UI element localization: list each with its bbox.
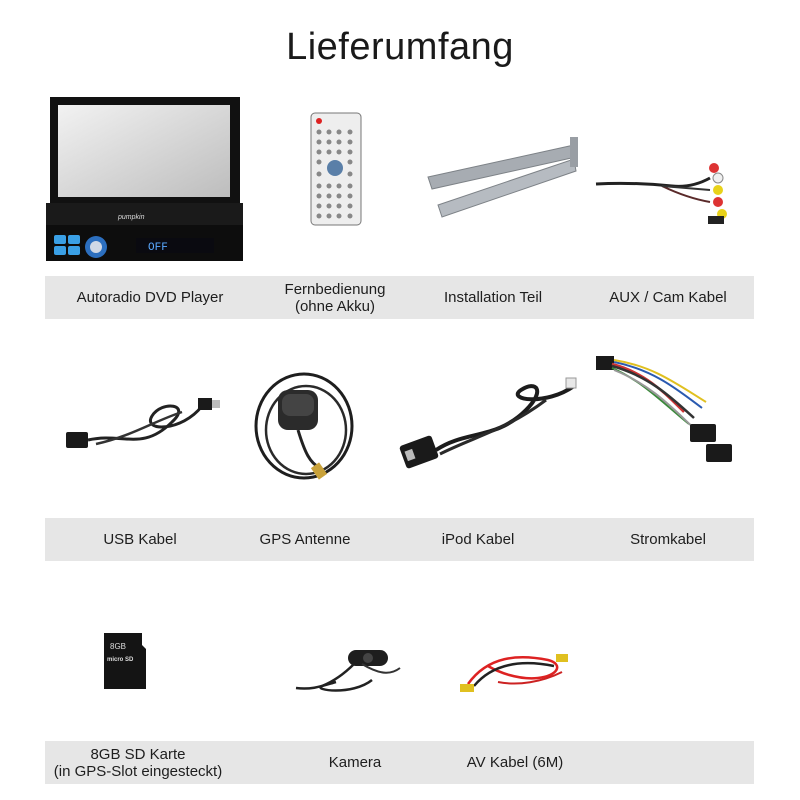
- sd-card-capacity-text: 8GB: [110, 642, 127, 651]
- radio-display-text: OFF: [148, 242, 168, 254]
- micro-sd-card-image: [102, 631, 148, 691]
- item-label-fernbedienung: Fernbedienung (ohne Akku): [284, 280, 386, 315]
- item-label-ipod-kabel: iPod Kabel: [441, 531, 515, 548]
- item-label-sd-karte: 8GB SD Karte (in GPS-Slot eingesteckt): [53, 745, 223, 780]
- page-title: Lieferumfang: [286, 26, 514, 68]
- item-label-installation-teil: Installation Teil: [443, 289, 543, 306]
- gps-antenna-image: [250, 368, 356, 488]
- usb-cable-image: [62, 392, 222, 460]
- item-label-kamera: Kamera: [328, 754, 382, 771]
- av-cable-image: [458, 646, 570, 698]
- ipod-cable-image: [396, 370, 580, 474]
- item-label-usb-kabel: USB Kabel: [103, 531, 177, 548]
- item-label-av-kabel: AV Kabel (6M): [466, 754, 564, 771]
- radio-brand-logo: pumpkin: [118, 214, 145, 221]
- item-label-aux-cam-kabel: AUX / Cam Kabel: [609, 289, 727, 306]
- item-label-autoradio: Autoradio DVD Player: [76, 289, 224, 306]
- camera-image: [292, 646, 404, 698]
- item-label-gps-antenne: GPS Antenne: [259, 531, 351, 548]
- remote-control-image: [310, 112, 364, 228]
- car-radio-dvd-player-image: [46, 95, 246, 265]
- power-cable-image: [594, 352, 740, 474]
- installation-bracket-image: [424, 135, 580, 221]
- sd-card-logo-text: micro SD: [107, 657, 134, 663]
- item-label-stromkabel: Stromkabel: [630, 531, 706, 548]
- aux-cam-cable-image: [592, 158, 740, 228]
